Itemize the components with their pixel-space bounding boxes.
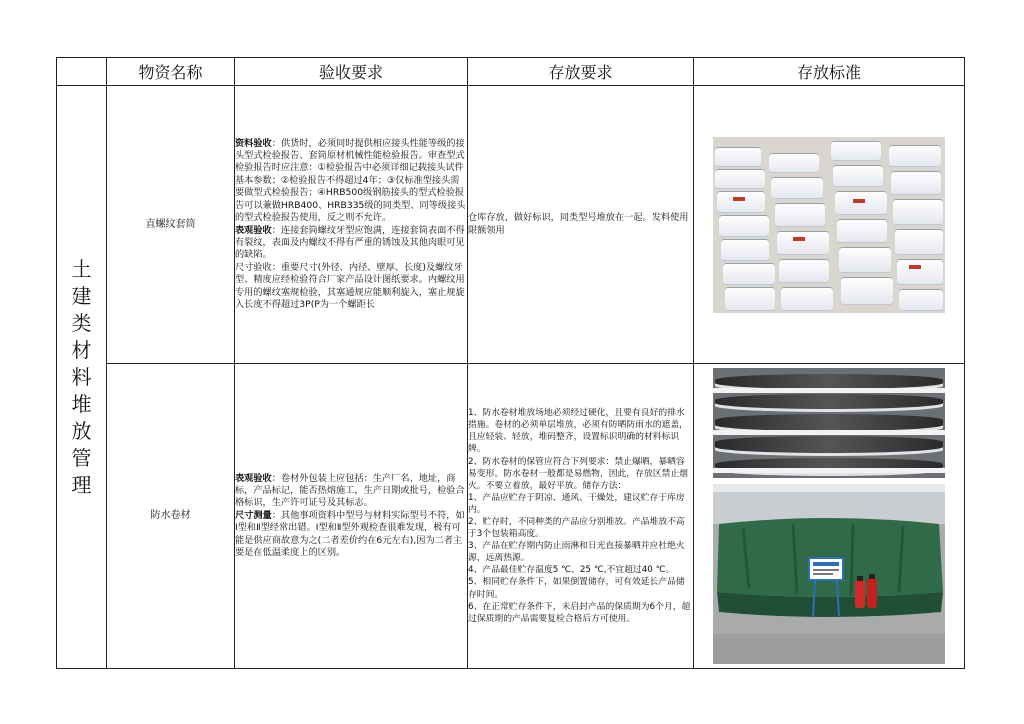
- header-acceptance: 验收要求: [235, 58, 468, 86]
- material-name: 直螺纹套筒: [107, 86, 235, 364]
- waterproof-rolls-photo: [713, 368, 945, 478]
- table-row: [57, 86, 965, 364]
- header-row: [57, 58, 965, 86]
- acceptance-cell: [235, 86, 468, 364]
- acceptance-paragraph: 表观验收：连接套筒螺纹牙型应饱满，连接套筒表面不得有裂纹，表面及内螺纹不得有严重的锈蚀及其他肉眼可见的缺陷。: [235, 224, 465, 261]
- acceptance-cell: [235, 364, 468, 669]
- acceptance-paragraph: 表观验收：卷材外包装上应包括：生产厂名、地址，商标，产品标记，能否热熔施工，生产日期或批号，检验合格标识，生产许可证号及其标志。: [235, 472, 465, 509]
- storage-requirement-text: 5、相同贮存条件下，如果倒置储存，可有效延长产品储存时间。: [468, 577, 685, 600]
- category-label: 土建类材料堆放管理: [71, 256, 92, 497]
- storage-requirement-text: 1、产品应贮存于阴凉、通风、干燥处，建议贮存于库房内。: [468, 492, 685, 515]
- table-row: [57, 364, 965, 669]
- storage-requirement-text: 3、产品在贮存期内防止雨淋和日光直接暴晒并应杜绝火源，远离热源。: [468, 541, 685, 564]
- storage-requirement-cell: [468, 364, 694, 669]
- acceptance-paragraph: 尺寸验收：重要尺寸(外径、内径、壁厚、长度)及螺纹牙型、精度应经检验符合厂家产品设计图纸要求。内螺纹用专用的螺纹塞规检验，其塞通规应能顺利旋入，塞止规旋入长度不得超过3P(P为一个螺距长: [235, 261, 465, 310]
- storage-standard-cell: [694, 364, 965, 669]
- header-storage-standard: 存放标准: [694, 58, 965, 86]
- storage-requirement-text: 2、贮存时，不同种类的产品应分别堆放。产品堆放不高于3个包装箱高度。: [468, 517, 685, 540]
- storage-requirement-text: 6、在正常贮存条件下，未启封产品的保质期为6个月，超过保质期的产品需要复检合格后方可使用。: [468, 601, 691, 624]
- header-material-name: 物资名称: [107, 58, 235, 86]
- storage-standard-cell: [694, 86, 965, 364]
- storage-requirement-text: 4、产品最佳贮存温度5 ℃、25 ℃,不宜超过40 ℃。: [468, 565, 675, 576]
- storage-requirement-text: 仓库存放，做好标识，同类型号堆放在一起。发料使用限额领用: [468, 212, 689, 236]
- covered-stack-illustration: [713, 484, 945, 664]
- storage-requirement-text: 2、防水卷材的保管应符合下列要求：禁止爆晒，暴晒容易变形。防水卷材一般都是易燃物，因此，存放区禁止烟火。不要立着放，最好平放。储存方法：: [468, 456, 688, 491]
- covered-stack-photo: [713, 484, 945, 664]
- storage-requirement-text: 1、防水卷材堆放场地必须经过硬化，且要有良好的排水措施。卷材的必须单层堆放，必须有防晒防雨水的遮盖，且应轻装、轻放，堆码整齐，设置标识明确的材料标识牌。: [468, 408, 688, 455]
- acceptance-paragraph: 尺寸测量：其他事项资料中型号与材料实际型号不符，如I型和Ⅱ型经常出错。I型和Ⅱ型外观检查很难发现，极有可能是供应商故意为之(二者差价约在6元左右),因为二者主要是在低温柔度上的区别。: [235, 509, 465, 559]
- acceptance-paragraph: 资料验收：供货时，必须同时提供相应接头性能等级的接头型式检验报告、套筒原材机械性能检验报告。审查型式检验报告时应注意：①检验报告中必须详细记载接头试件基本参数；②检验报告不得超过4年；③仅标准型接头需要做型式检验报告；④HRB500级钢筋接头的型式检验报告可以兼做HRB400、HRB335级的同类型、同等级接头的型式检验报告使用，反之则不允许。: [235, 137, 466, 224]
- header-storage-requirements: 存放要求: [468, 58, 694, 86]
- material-storage-table: [56, 57, 965, 669]
- sleeve-bags-photo: [713, 137, 945, 313]
- material-name: 防水卷材: [107, 364, 235, 669]
- category-cell: [57, 86, 107, 669]
- header-blank: [57, 58, 107, 86]
- storage-requirement-cell: [468, 86, 694, 364]
